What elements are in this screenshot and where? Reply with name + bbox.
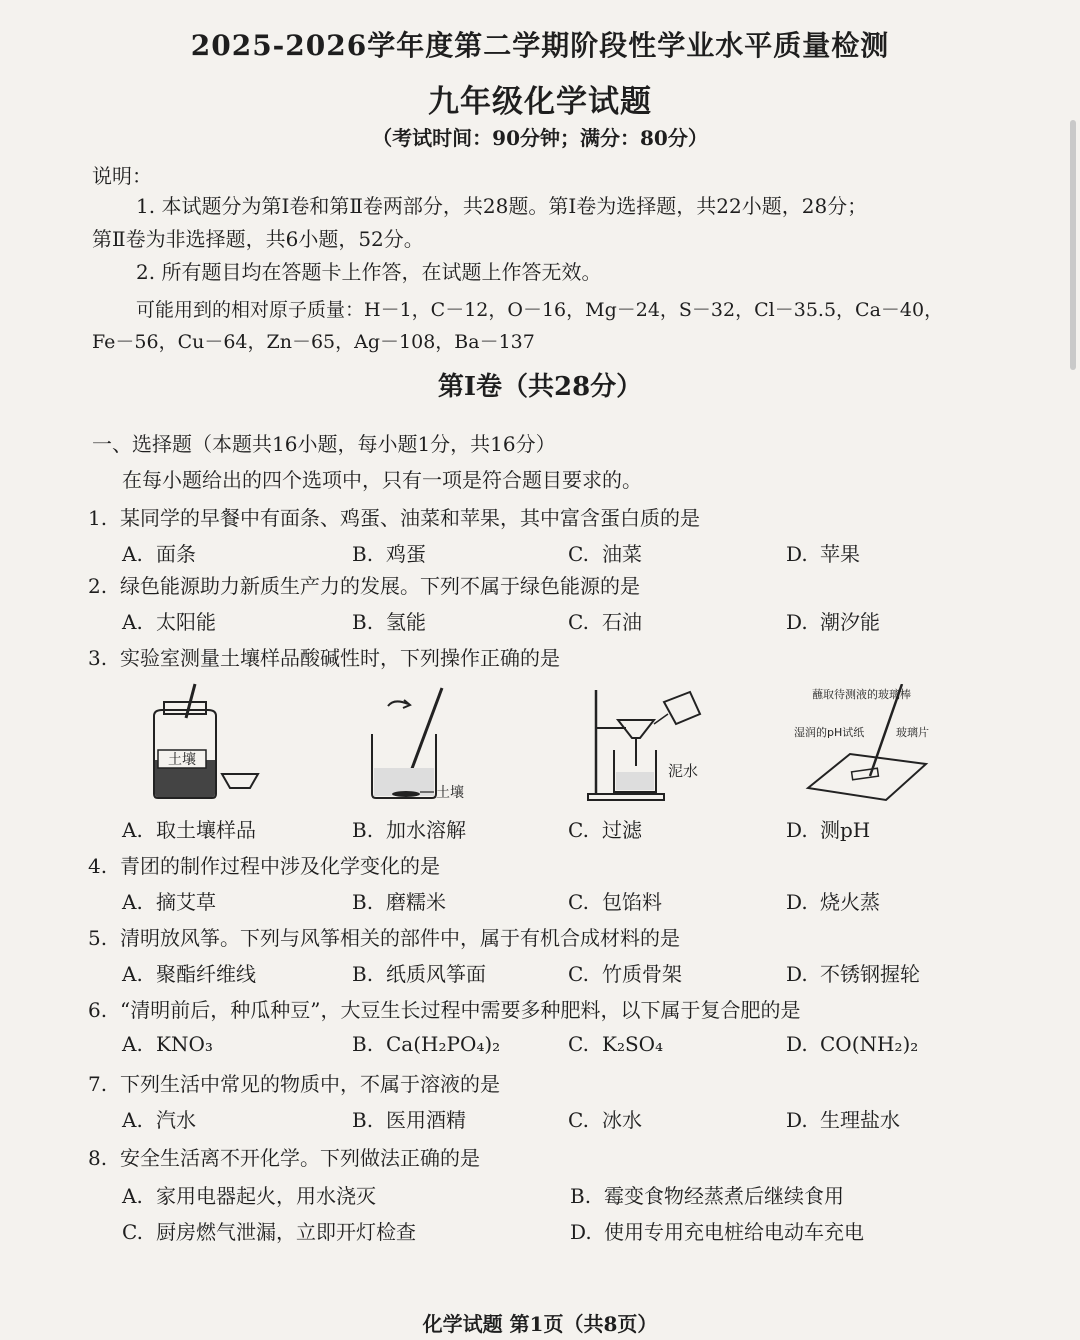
question-1 bbox=[88, 502, 700, 531]
ph-paper-label: 湿润的pH试纸 bbox=[794, 726, 865, 739]
instruction-item-1b: 第Ⅱ卷为非选择题，共6小题，52分。 bbox=[92, 227, 424, 251]
q2-option-b[interactable]: B. 氢能 bbox=[352, 610, 426, 634]
instruction-item-1a: 1. 本试题分为第Ⅰ卷和第Ⅱ卷两部分，共28题。第Ⅰ卷为选择题，共22小题，28分； bbox=[136, 194, 868, 218]
stand-base bbox=[588, 794, 664, 800]
q1-option-a[interactable]: A. 面条 bbox=[122, 542, 196, 566]
soil-label: 土壤 bbox=[168, 752, 196, 768]
figure-b-beaker bbox=[364, 682, 484, 804]
exam-title: 2025-2026学年度第二学期阶段性学业水平质量检测 bbox=[190, 29, 890, 62]
q6-option-c[interactable]: C. K₂SO₄ bbox=[568, 1032, 664, 1056]
q7-option-c[interactable]: C. 冰水 bbox=[568, 1108, 642, 1132]
q7-option-a[interactable]: A. 汽水 bbox=[122, 1108, 196, 1132]
soil-sediment bbox=[392, 791, 420, 797]
question-6: 6. “清明前后，种瓜种豆”，大豆生长过程中需要多种肥料，以下属于复合肥的是 bbox=[88, 998, 801, 1022]
q8-option-c[interactable]: C. 厨房燃气泄漏，立即开灯检查 bbox=[122, 1220, 416, 1244]
section-title: 第Ⅰ卷（共28分） bbox=[437, 372, 643, 402]
q4-option-d[interactable]: D. 烧火蒸 bbox=[786, 890, 880, 914]
q4-option-c[interactable]: C. 包馅料 bbox=[568, 890, 662, 914]
q3-option-b[interactable]: B. 加水溶解 bbox=[352, 818, 466, 842]
q2-option-c[interactable]: C. 石油 bbox=[568, 610, 642, 634]
instruction-item-2: 2. 所有题目均在答题卡上作答，在试题上作答无效。 bbox=[136, 260, 602, 284]
ph-paper bbox=[852, 768, 879, 780]
glass-plate bbox=[808, 754, 926, 800]
figure-a-soil-jar bbox=[140, 682, 270, 804]
question-number: 1. bbox=[88, 506, 108, 530]
q6-option-d[interactable]: D. CO(NH₂)₂ bbox=[786, 1032, 919, 1056]
figure-c-filtration bbox=[582, 684, 722, 806]
page-footer: 化学试题 第1页（共8页） bbox=[422, 1312, 658, 1336]
q6-option-b[interactable]: B. Ca(H₂PO₄)₂ bbox=[352, 1032, 501, 1056]
pouring-beaker bbox=[664, 692, 700, 724]
question-7: 7. 下列生活中常见的物质中，不属于溶液的是 bbox=[88, 1072, 500, 1096]
q8-option-d[interactable]: D. 使用专用充电桩给电动车充电 bbox=[570, 1220, 864, 1244]
glass-plate-label: 玻璃片 bbox=[896, 726, 929, 739]
exam-subtitle: 九年级化学试题 bbox=[428, 84, 652, 120]
figure-d-ph-test bbox=[790, 684, 940, 806]
q3-option-a[interactable]: A. 取土壤样品 bbox=[122, 818, 256, 842]
instructions-label: 说明： bbox=[92, 164, 152, 188]
q4-option-a[interactable]: A. 摘艾草 bbox=[122, 890, 216, 914]
jar-lid bbox=[164, 702, 206, 714]
question-5: 5. 清明放风筝。下列与风筝相关的部件中，属于有机合成材料的是 bbox=[88, 926, 680, 950]
section-note: 在每小题给出的四个选项中，只有一项是符合题目要求的。 bbox=[122, 468, 642, 492]
q1-option-b[interactable]: B. 鸡蛋 bbox=[352, 542, 426, 566]
exam-info: （考试时间：90分钟；满分：80分） bbox=[372, 126, 708, 150]
question-8: 8. 安全生活离不开化学。下列做法正确的是 bbox=[88, 1146, 480, 1170]
q2-option-a[interactable]: A. 太阳能 bbox=[122, 610, 216, 634]
rod-label: 蘸取待测液的玻璃棒 bbox=[812, 688, 911, 701]
question-4: 4. 青团的制作过程中涉及化学变化的是 bbox=[88, 854, 440, 878]
q6-option-a[interactable]: A. KNO₃ bbox=[122, 1032, 213, 1056]
atomic-masses-b: Fe－56，Cu－64，Zn－65，Ag－108，Ba－137 bbox=[92, 331, 535, 353]
q1-option-d[interactable]: D. 苹果 bbox=[786, 542, 860, 566]
q2-option-d[interactable]: D. 潮汐能 bbox=[786, 610, 880, 634]
q5-option-c[interactable]: C. 竹质骨架 bbox=[568, 962, 682, 986]
mud-water-label: 泥水 bbox=[668, 762, 699, 780]
q1-option-c[interactable]: C. 油菜 bbox=[568, 542, 642, 566]
soil-b-label: 土壤 bbox=[436, 785, 464, 801]
scrollbar[interactable] bbox=[1070, 120, 1076, 370]
question-stem: 某同学的早餐中有面条、鸡蛋、油菜和苹果，其中富含蛋白质的是 bbox=[120, 506, 700, 530]
filtrate bbox=[616, 772, 654, 790]
q5-option-b[interactable]: B. 纸质风筝面 bbox=[352, 962, 486, 986]
q4-option-b[interactable]: B. 磨糯米 bbox=[352, 890, 446, 914]
atomic-masses-a: 可能用到的相对原子质量：H－1，C－12，O－16，Mg－24，S－32，Cl－35.5，Ca－40， bbox=[136, 299, 944, 321]
q7-option-d[interactable]: D. 生理盐水 bbox=[786, 1108, 900, 1132]
question-2: 2. 绿色能源助力新质生产力的发展。下列不属于绿色能源的是 bbox=[88, 574, 640, 598]
q3-option-c[interactable]: C. 过滤 bbox=[568, 818, 642, 842]
q5-option-a[interactable]: A. 聚酯纤维线 bbox=[122, 962, 256, 986]
evaporating-dish bbox=[222, 774, 258, 788]
q8-option-a[interactable]: A. 家用电器起火，用水浇灭 bbox=[122, 1184, 376, 1208]
q8-option-b[interactable]: B. 霉变食物经蒸煮后继续食用 bbox=[570, 1184, 844, 1208]
q7-option-b[interactable]: B. 医用酒精 bbox=[352, 1108, 466, 1132]
question-3: 3. 实验室测量土壤样品酸碱性时，下列操作正确的是 bbox=[88, 646, 560, 670]
q5-option-d[interactable]: D. 不锈钢握轮 bbox=[786, 962, 920, 986]
section-heading: 一、选择题（本题共16小题，每小题1分，共16分） bbox=[92, 432, 556, 456]
pour-stream bbox=[654, 714, 668, 724]
q3-option-d[interactable]: D. 测pH bbox=[786, 818, 871, 842]
